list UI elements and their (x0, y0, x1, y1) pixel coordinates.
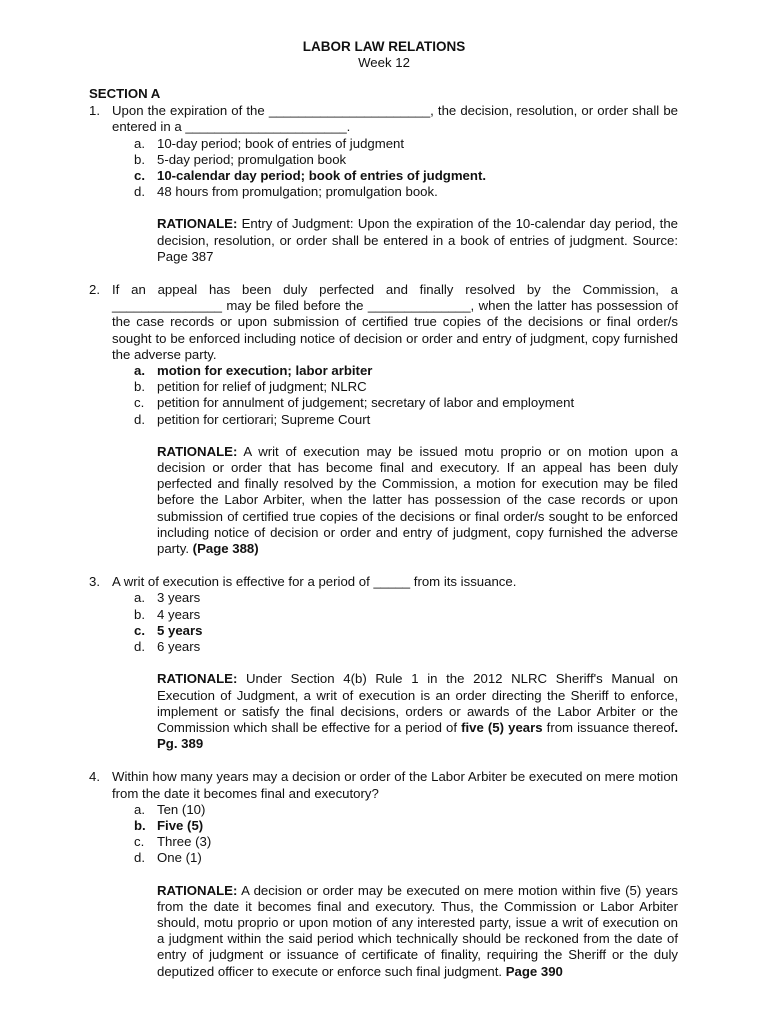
option-b-correct: b. Five (5) (134, 817, 204, 833)
option-d: d. petition for certiorari; Supreme Court (134, 411, 371, 427)
option-c: c. Three (3) (134, 834, 212, 850)
option-a-correct: a. motion for execution; labor arbiter (134, 363, 373, 379)
options-list (134, 802, 678, 867)
rationale-source: Page 390 (505, 963, 563, 979)
option-d: d. 48 hours from promulgation; promulgation book. (134, 184, 438, 200)
question-4 (89, 769, 678, 979)
option-c: c. petition for annulment of judgement; secretary of labor and employment (134, 395, 575, 411)
rationale (157, 671, 678, 752)
question-1 (89, 103, 678, 265)
rationale-label: RATIONALE: (157, 216, 238, 232)
rationale-source: . Pg. 389 (157, 719, 678, 752)
option-d: d. One (1) (134, 850, 202, 866)
question-number: 1. (89, 103, 100, 119)
rationale-text: Entry of Judgment: Upon the expiration of the 10-calendar day period, the decision, resolution, or order shall be entered in a book of entries of judgment. Source: Page 387 (157, 216, 678, 264)
section-heading: SECTION A (89, 86, 161, 101)
rationale-source: (Page 388) (192, 541, 259, 557)
question-text: Within how many years may a decision or order of the Labor Arbiter be executed on mere motion from the date it becomes final and executory? (112, 769, 678, 801)
option-c-correct: c. 5 years (134, 622, 203, 638)
question-number: 2. (89, 282, 100, 298)
document-subtitle: Week 12 (358, 55, 410, 70)
rationale-label: RATIONALE: (157, 882, 238, 898)
question-number: 3. (89, 574, 100, 590)
rationale-text: A decision or order may be executed on mere motion within five (5) years from the date it becomes final and executory. Thus, the Commission or Labor Arbiter should, motu proprio or upon motion of any interested party, issue a writ of execution on a judgment within the said period which technically should be reckoned from the date of entry of judgment or issuance of certificate of finality, requiring the Sheriff or the duly deputized officer to execute or enforce such final judgment. (157, 882, 678, 979)
option-c-correct: c. 10-calendar day period; book of entries of judgment. (134, 168, 487, 184)
question-2 (89, 282, 678, 557)
question-text: If an appeal has been duly perfected and finally resolved by the Commission, a _______________ may be filed before the ______________, when the latter has possession of the case records or upon submission of certified true copies of the decisions or final order/s sought to be enforced including notice of decision or order and entry of judgment, copy furnished the adverse party. (112, 282, 678, 362)
option-b: b. petition for relief of judgment; NLRC (134, 379, 367, 395)
option-a: a. 3 years (134, 590, 201, 606)
question-text: A writ of execution is effective for a period of _____ from its issuance. (112, 574, 517, 590)
options-list (134, 136, 678, 201)
rationale (157, 444, 678, 557)
rationale-label: RATIONALE: (157, 443, 238, 459)
rationale-emphasis: five (5) years (461, 719, 543, 735)
question-3 (89, 574, 678, 752)
question-text: Upon the expiration of the ______________________, the decision, resolution, or order shall be entered in a ______________________. (112, 103, 678, 135)
option-b: b. 5-day period; promulgation book (134, 151, 347, 167)
rationale-text: A writ of execution may be issued motu proprio or on motion upon a decision or order that has become final and executory. If an appeal has been duly perfected and finally resolved by the Commission, a motion for execution may be filed before the Labor Arbiter, when the latter has possession of the case records or upon submission of certified true copies of the decisions or final order/s sought to be enforced including notice of decision or order and entry of judgment, copy furnished the adverse party. (157, 443, 678, 557)
option-a: a. 10-day period; book of entries of judgment (134, 135, 405, 151)
rationale-text: Under Section 4(b) Rule 1 in the 2012 NLRC Sheriff's Manual on Execution of Judgment, a writ of execution is an order directing the Sheriff to enforce, implement or satisfy the final decisions, orders or awards of the Labor Arbiter or the Commission which shall be effective for a period of (157, 671, 678, 735)
option-a: a. Ten (10) (134, 801, 206, 817)
rationale (157, 883, 678, 980)
rationale (157, 216, 678, 265)
document-title: LABOR LAW RELATIONS (302, 39, 466, 54)
document-header (0, 0, 768, 71)
rationale-text-cont: from issuance thereof (542, 719, 675, 735)
document-body (89, 86, 678, 997)
options-list (134, 363, 678, 428)
rationale-label: RATIONALE: (157, 671, 238, 687)
option-b: b. 4 years (134, 606, 201, 622)
options-list (134, 590, 678, 655)
question-number: 4. (89, 769, 100, 785)
option-d: d. 6 years (134, 639, 201, 655)
